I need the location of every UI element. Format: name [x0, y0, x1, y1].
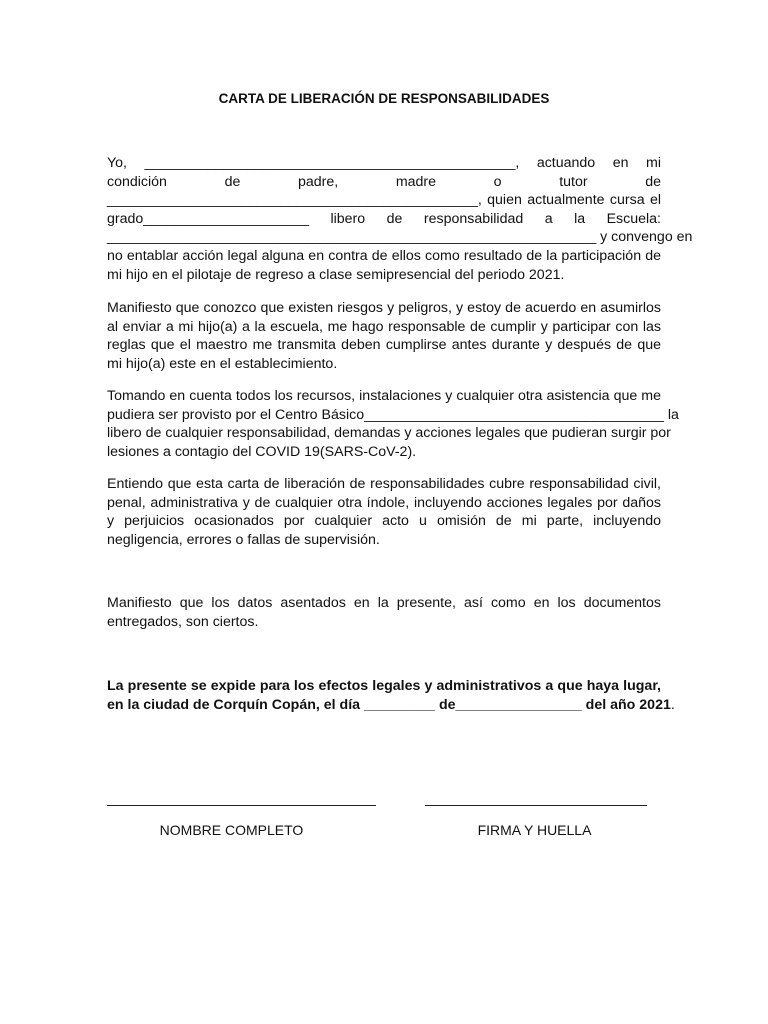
paragraph-line: ______________________________________________________________ y convengo en	[107, 229, 693, 246]
issuance-period: .	[670, 696, 675, 713]
paragraph-resources	[107, 387, 679, 461]
paragraph-line: pudiera ser provisto por el Centro Básico______________________________________ la	[107, 406, 679, 423]
paragraph-line: lesiones a contagio del COVID 19(SARS-CoV-2).	[107, 443, 417, 460]
paragraph-coverage: Entiendo que esta carta de liberación de responsabilidades cubre responsabilidad civil, penal, administrativa y de cualquier otra índole, incluyendo acciones legales por daños y perjuicios ocasionados por cualquier acto u omisión de mi parte, incluyendo negligencia, errores o fallas de supervisión.	[107, 476, 661, 548]
signature-label-name: NOMBRE COMPLETO	[159, 822, 304, 838]
signature-line-fingerprint	[425, 805, 647, 806]
signature-label-fingerprint: FIRMA Y HUELLA	[477, 822, 592, 838]
paragraph-identification	[107, 154, 693, 284]
paragraph-line: condición de padre, madre o tutor de	[107, 173, 661, 190]
paragraph-line: mi hijo en el pilotaje de regreso a clase semipresencial del periodo 2021.	[107, 266, 565, 283]
paragraph-line: Tomando en cuenta todos los recursos, instalaciones y cualquier otra asistencia que me	[107, 388, 661, 404]
paragraph-line: _______________________________________________, quien actualmente cursa el	[107, 192, 661, 209]
paragraph-line: La presente se expide para los efectos legales y administrativos a que haya lugar,	[107, 678, 661, 694]
paragraph-issuance	[107, 677, 675, 714]
paragraph-line: libero de cualquier responsabilidad, demandas y acciones legales que pudieran surgir por	[107, 425, 671, 442]
paragraph-declaration: Manifiesto que los datos asentados en la presente, así como en los documentos entregados, son ciertos.	[107, 595, 661, 630]
paragraph-risks: Manifiesto que conozco que existen riesgos y peligros, y estoy de acuerdo en asumirlos al enviar a mi hijo(a) a la escuela, me hago responsable de cumplir y participar con las reglas que el maestro me transmita deben cumplirse antes durante y después de que mi hijo(a) este en el establecimiento.	[107, 300, 661, 372]
paragraph-line	[107, 696, 675, 715]
issuance-text: en la ciudad de Corquín Copán, el día _________ de________________ del año 2021	[107, 696, 671, 713]
paragraph-line: no entablar acción legal alguna en contra de ellos como resultado de la participación de	[107, 247, 661, 264]
signature-line-name	[107, 805, 376, 806]
document-title: CARTA DE LIBERACIÓN DE RESPONSABILIDADES	[218, 91, 550, 106]
paragraph-line: Yo, _______________________________________________, actuando en mi	[107, 155, 661, 171]
paragraph-line: grado_____________________ libero de responsabilidad a la Escuela:	[107, 210, 661, 227]
